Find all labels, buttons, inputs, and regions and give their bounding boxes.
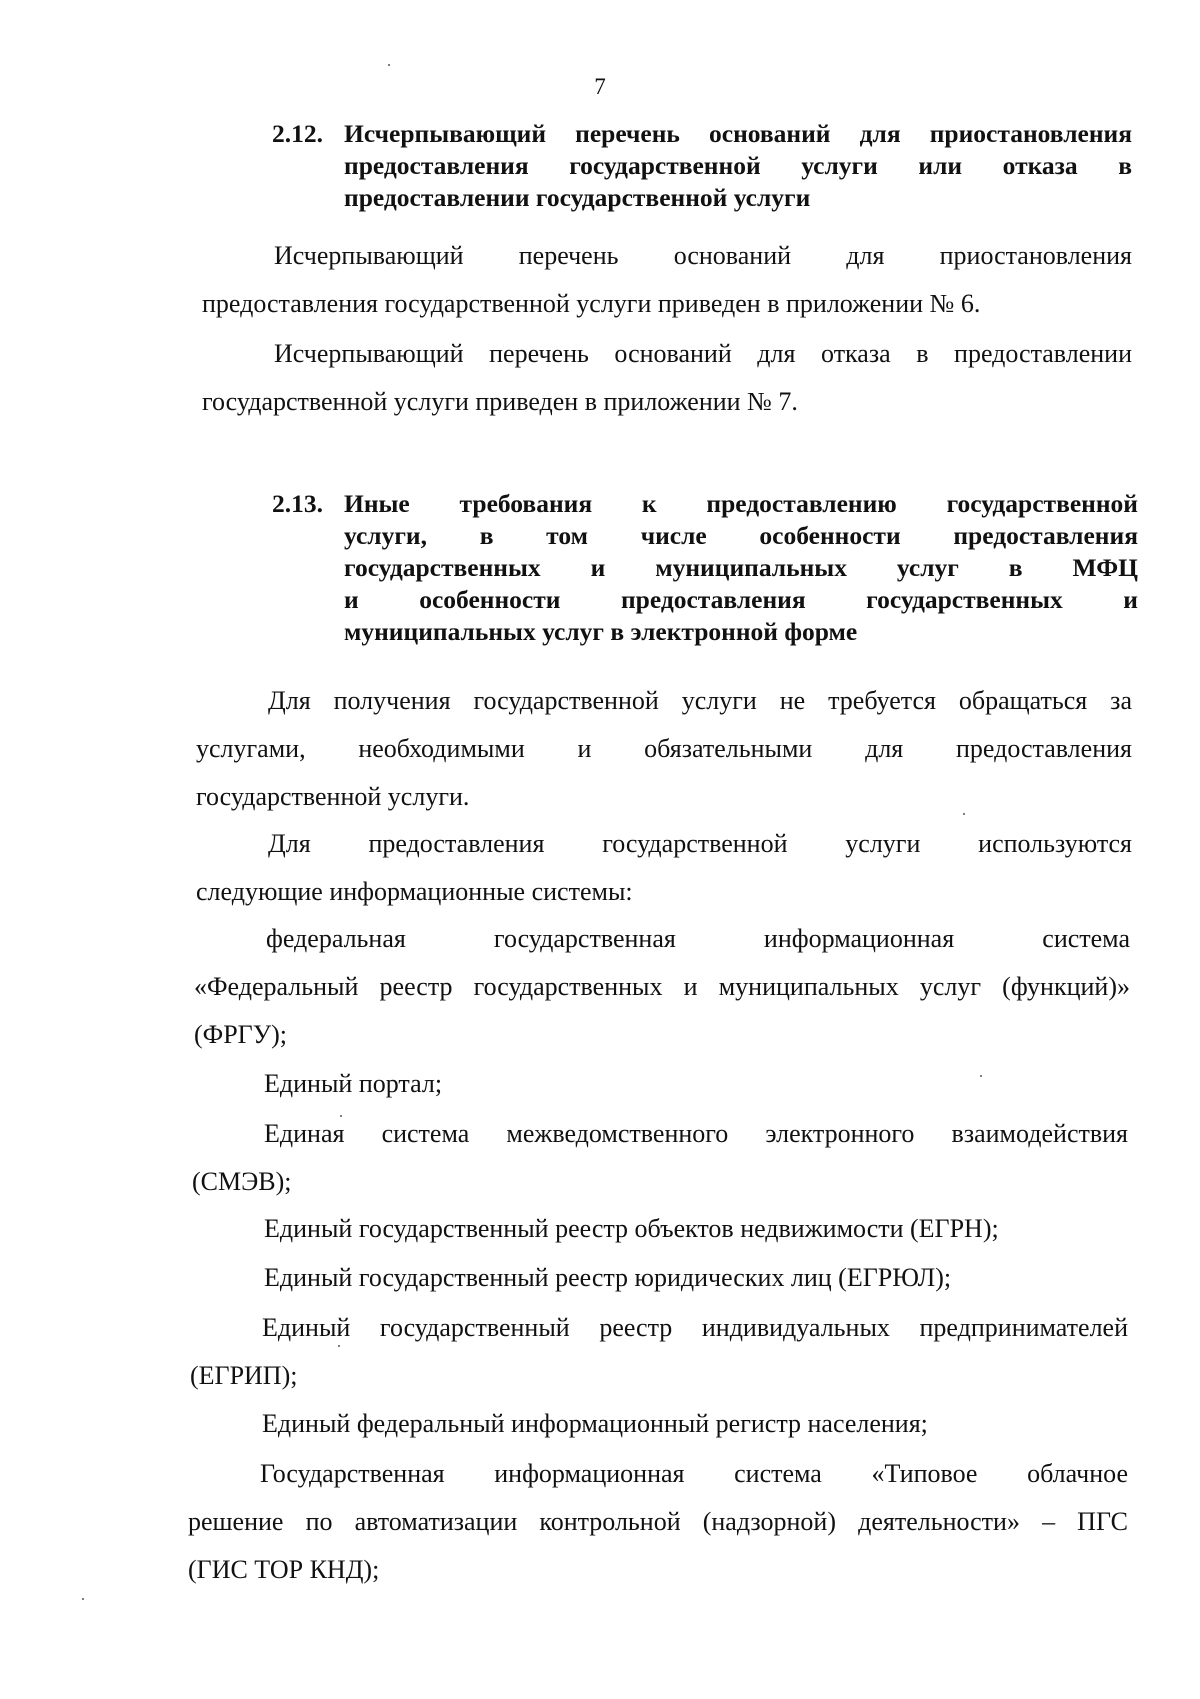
paragraph-line: «Федеральный реестр государственных и муниципальных услуг (функций)» [194, 972, 1130, 1001]
list-item-population-register [190, 1400, 1128, 1448]
list-item-frgu [194, 915, 1130, 1059]
list-item-egrip [190, 1304, 1128, 1400]
list-item-egrn [192, 1205, 1128, 1253]
paragraph-line: Государственная информационная система «Типовое облачное [260, 1459, 1128, 1488]
heading-line: муниципальных услуг в электронной форме [344, 617, 858, 646]
paragraph-line: Для получения государственной услуги не требуется обращаться за [268, 686, 1132, 715]
heading-line: и особенности предоставления государственных и [344, 585, 1138, 614]
heading-line: предоставлении государственной услуги [344, 183, 811, 212]
scan-speck [340, 1115, 342, 1117]
paragraph-line: следующие информационные системы: [196, 877, 633, 906]
paragraph-line: (ФРГУ); [194, 1020, 287, 1049]
paragraph-line: предоставления государственной услуги приведен в приложении № 6. [202, 289, 981, 318]
section-heading-2-12 [272, 118, 1132, 214]
list-item-egrul [192, 1254, 1128, 1302]
section-number: 2.12. [272, 119, 323, 148]
section-number: 2.13. [272, 489, 323, 518]
list-item-portal [192, 1060, 1130, 1108]
list-item-gis-tor-knd [188, 1450, 1128, 1594]
paragraph-line: Единый государственный реестр юридических лиц (ЕГРЮЛ); [264, 1263, 952, 1292]
paragraph-line: Для предоставления государственной услуги используются [268, 829, 1132, 858]
scan-speck [980, 1075, 982, 1077]
list-item-smev [192, 1110, 1128, 1206]
page-number: 7 [594, 74, 606, 99]
paragraph-suspension-grounds [202, 232, 1132, 328]
scan-speck [338, 1345, 340, 1347]
heading-line: Исчерпывающий перечень оснований для приостановления [344, 119, 1132, 148]
paragraph-line: Исчерпывающий перечень оснований для отказа в предоставлении [274, 339, 1132, 368]
paragraph-line: федеральная государственная информационная система [266, 924, 1130, 953]
paragraph-line: услугами, необходимыми и обязательными для предоставления [196, 734, 1132, 763]
heading-line: Иные требования к предоставлению государственной [344, 489, 1138, 518]
paragraph-line: Единая система межведомственного электронного взаимодействия [264, 1119, 1128, 1148]
paragraph-line: Исчерпывающий перечень оснований для приостановления [274, 241, 1132, 270]
paragraph-line: (ЕГРИП); [190, 1361, 298, 1390]
scan-speck [963, 813, 965, 815]
paragraph-line: Единый федеральный информационный регистр населения; [262, 1409, 928, 1438]
paragraph-no-additional-services [196, 677, 1132, 821]
paragraph-line: (СМЭВ); [192, 1167, 292, 1196]
heading-line: предоставления государственной услуги или отказа в [344, 151, 1132, 180]
heading-line: услуги, в том числе особенности предоставления [344, 521, 1138, 550]
paragraph-line: решение по автоматизации контрольной (надзорной) деятельности» – ПГС [188, 1507, 1128, 1536]
scan-speck [388, 64, 390, 66]
paragraph-line: Единый государственный реестр индивидуальных предпринимателей [262, 1313, 1128, 1342]
section-heading-2-13 [272, 488, 1138, 648]
paragraph-information-systems [196, 820, 1132, 916]
paragraph-line: государственной услуги. [196, 782, 470, 811]
paragraph-line: Единый портал; [264, 1069, 443, 1098]
paragraph-refusal-grounds [202, 330, 1132, 426]
paragraph-line: Единый государственный реестр объектов недвижимости (ЕГРН); [264, 1214, 999, 1243]
paragraph-line: государственной услуги приведен в приложении № 7. [202, 387, 798, 416]
paragraph-line: (ГИС ТОР КНД); [188, 1555, 380, 1584]
scan-speck [82, 1598, 84, 1600]
heading-line: государственных и муниципальных услуг в МФЦ [344, 553, 1138, 582]
